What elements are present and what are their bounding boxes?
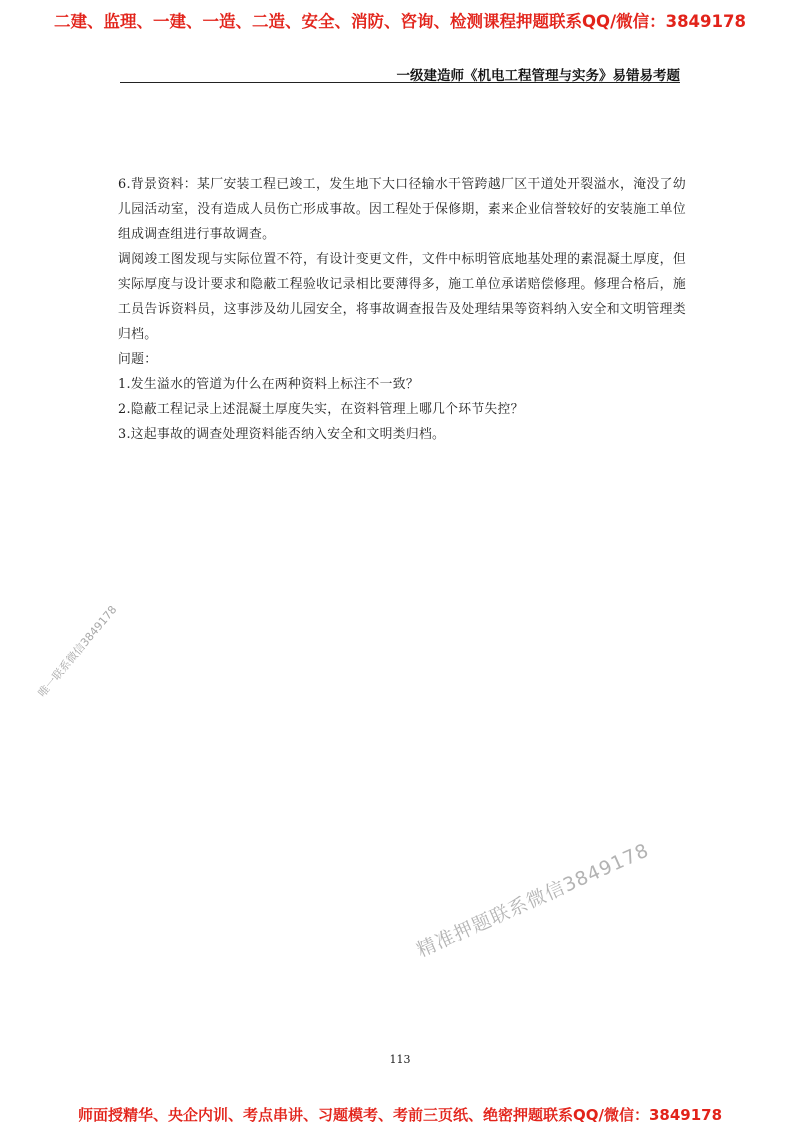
top-contact-banner: 二建、监理、一建、一造、二造、安全、消防、咨询、检测课程押题联系QQ/微信：3849178 [54,12,746,31]
questions-label: 问题： [118,352,158,367]
header-divider [120,82,680,83]
background-paragraph-2: 调阅竣工图发现与实际位置不符，有设计变更文件，文件中标明管底地基处理的素混凝土厚度，但实际厚度与设计要求和隐蔽工程验收记录相比要薄得多，施工单位承诺赔偿修理。修理合格后，施工员告诉资料员，这事涉及幼儿园安全，将事故调查报告及处理结果等资料纳入安全和文明管理类归档。 [118,252,686,342]
document-body [118,172,686,447]
watermark-small: 唯一联系微信3849178 [35,603,120,700]
bottom-contact-banner: 师面授精华、央企内训、考点串讲、习题模考、考前三页纸、绝密押题联系QQ/微信：3849178 [77,1106,723,1124]
question-item-3: 3.这起事故的调查处理资料能否纳入安全和文明类归档。 [118,427,446,442]
page-number: 113 [389,1053,411,1066]
running-header-title: 一级建造师《机电工程管理与实务》易错易考题 [396,68,680,84]
background-paragraph-1: 6.背景资料：某厂安装工程已竣工，发生地下大口径输水干管跨越厂区干道处开裂溢水，淹没了幼儿园活动室，没有造成人员伤亡形成事故。因工程处于保修期，素来企业信誉较好的安装施工单位组成调查组进行事故调查。 [118,177,686,242]
question-item-2: 2.隐蔽工程记录上述混凝土厚度失实，在资料管理上哪几个环节失控？ [118,402,524,417]
watermark-large: 精准押题联系微信3849178 [413,839,653,962]
question-item-1: 1.发生溢水的管道为什么在两种资料上标注不一致？ [118,377,419,392]
